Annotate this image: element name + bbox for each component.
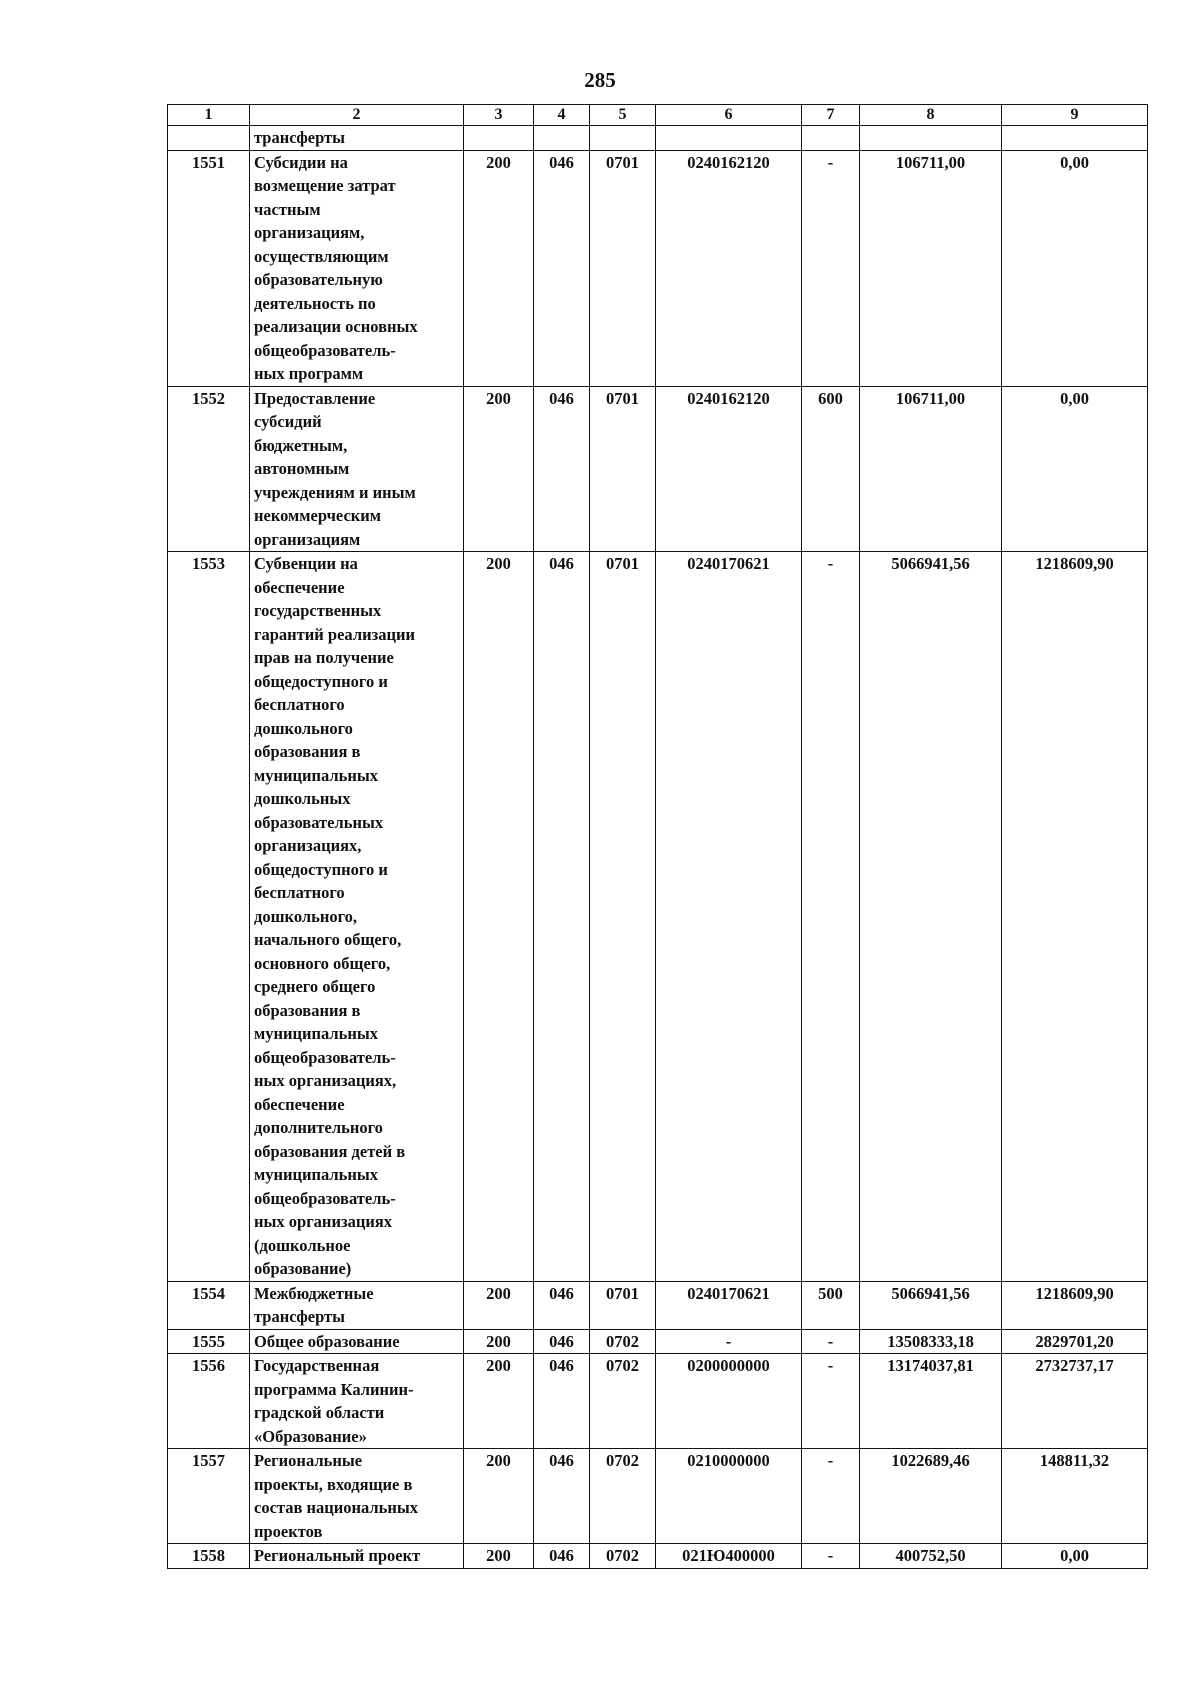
table-row bbox=[168, 386, 1148, 552]
row-col-8: 400752,50 bbox=[860, 1544, 1002, 1569]
row-col-6 bbox=[656, 126, 802, 151]
row-name-text: Региональный проект bbox=[254, 1546, 421, 1565]
table-row bbox=[168, 552, 1148, 1282]
header-cell-1: 1 bbox=[168, 105, 250, 126]
row-name-text: трансферты bbox=[254, 128, 346, 147]
table-row bbox=[168, 1281, 1148, 1329]
table-row bbox=[168, 126, 1148, 151]
row-name bbox=[250, 126, 464, 151]
row-col-6: 021Ю400000 bbox=[656, 1544, 802, 1569]
row-name bbox=[250, 1281, 464, 1329]
table-row bbox=[168, 1354, 1148, 1449]
row-col-3: 200 bbox=[464, 552, 534, 1282]
row-col-6: 0200000000 bbox=[656, 1354, 802, 1449]
row-col-5: 0702 bbox=[590, 1449, 656, 1544]
header-cell-6: 6 bbox=[656, 105, 802, 126]
row-col-8: 106711,00 bbox=[860, 150, 1002, 386]
row-col-6: 0240162120 bbox=[656, 150, 802, 386]
row-col-8 bbox=[860, 126, 1002, 151]
row-col-8: 13174037,81 bbox=[860, 1354, 1002, 1449]
header-cell-4: 4 bbox=[534, 105, 590, 126]
row-name-text: Общее образование bbox=[254, 1331, 400, 1351]
row-col-3: 200 bbox=[464, 150, 534, 386]
row-col-5: 0702 bbox=[590, 1544, 656, 1569]
row-name bbox=[250, 1544, 464, 1569]
row-col-6: 0240170621 bbox=[656, 552, 802, 1282]
row-col-4: 046 bbox=[534, 1354, 590, 1449]
row-col-5 bbox=[590, 126, 656, 151]
row-col-7: 500 bbox=[802, 1281, 860, 1329]
row-name-text: Субсидии на возмещение затрат частным организациям, осуществляющим образовательную деятельность по реализации основных общеобразователь- ных программ bbox=[254, 152, 418, 383]
row-col-7: - bbox=[802, 1544, 860, 1569]
row-col-6: 0240170621 bbox=[656, 1281, 802, 1329]
row-col-4: 046 bbox=[534, 1281, 590, 1329]
row-col-3: 200 bbox=[464, 1281, 534, 1329]
row-col-9: 1218609,90 bbox=[1002, 552, 1148, 1282]
row-col-9: 1218609,90 bbox=[1002, 1281, 1148, 1329]
row-col-4: 046 bbox=[534, 386, 590, 552]
row-col-8: 1022689,46 bbox=[860, 1449, 1002, 1544]
row-col-5: 0701 bbox=[590, 552, 656, 1282]
table-row bbox=[168, 1449, 1148, 1544]
row-col-4: 046 bbox=[534, 1329, 590, 1354]
row-col-9: 0,00 bbox=[1002, 386, 1148, 552]
row-col-9 bbox=[1002, 126, 1148, 151]
row-number: 1554 bbox=[168, 1281, 250, 1329]
row-number: 1551 bbox=[168, 150, 250, 386]
row-col-8: 106711,00 bbox=[860, 386, 1002, 552]
row-number: 1558 bbox=[168, 1544, 250, 1569]
row-col-3: 200 bbox=[464, 1354, 534, 1449]
row-number: 1557 bbox=[168, 1449, 250, 1544]
row-col-6: 0210000000 bbox=[656, 1449, 802, 1544]
row-name-text: Межбюджетные трансферты bbox=[254, 1283, 374, 1326]
row-col-7 bbox=[802, 126, 860, 151]
row-name bbox=[250, 552, 464, 1282]
row-col-5: 0702 bbox=[590, 1329, 656, 1354]
header-cell-2: 2 bbox=[250, 105, 464, 126]
row-col-5: 0701 bbox=[590, 150, 656, 386]
row-col-9: 0,00 bbox=[1002, 1544, 1148, 1569]
row-number: 1553 bbox=[168, 552, 250, 1282]
header-cell-5: 5 bbox=[590, 105, 656, 126]
row-number: 1555 bbox=[168, 1329, 250, 1354]
row-name-text: Региональные проекты, входящие в состав национальных проектов bbox=[254, 1451, 419, 1541]
row-col-3: 200 bbox=[464, 386, 534, 552]
row-col-4: 046 bbox=[534, 552, 590, 1282]
row-col-8: 5066941,56 bbox=[860, 1281, 1002, 1329]
row-col-8: 5066941,56 bbox=[860, 552, 1002, 1282]
row-number bbox=[168, 126, 250, 151]
row-col-9: 148811,32 bbox=[1002, 1449, 1148, 1544]
row-name bbox=[250, 1329, 464, 1354]
row-col-7: - bbox=[802, 150, 860, 386]
header-cell-9: 9 bbox=[1002, 105, 1148, 126]
row-col-8: 13508333,18 bbox=[860, 1329, 1002, 1354]
row-number: 1556 bbox=[168, 1354, 250, 1449]
row-col-7: - bbox=[802, 552, 860, 1282]
row-col-7: 600 bbox=[802, 386, 860, 552]
row-col-6: - bbox=[656, 1329, 802, 1354]
row-col-4: 046 bbox=[534, 1544, 590, 1569]
row-name bbox=[250, 1449, 464, 1544]
row-number: 1552 bbox=[168, 386, 250, 552]
row-col-6: 0240162120 bbox=[656, 386, 802, 552]
table-row bbox=[168, 150, 1148, 386]
row-col-3: 200 bbox=[464, 1544, 534, 1569]
row-name-text: Предоставление субсидий бюджетным, автономным учреждениям и иным некоммерческим организациям bbox=[254, 388, 416, 549]
row-col-9: 2829701,20 bbox=[1002, 1329, 1148, 1354]
row-col-4 bbox=[534, 126, 590, 151]
table-row bbox=[168, 1544, 1148, 1569]
header-cell-8: 8 bbox=[860, 105, 1002, 126]
page-number: 285 bbox=[584, 68, 616, 92]
row-col-4: 046 bbox=[534, 150, 590, 386]
row-col-5: 0701 bbox=[590, 386, 656, 552]
row-col-3: 200 bbox=[464, 1449, 534, 1544]
header-cell-7: 7 bbox=[802, 105, 860, 126]
row-col-7: - bbox=[802, 1354, 860, 1449]
header-cell-3: 3 bbox=[464, 105, 534, 126]
row-name bbox=[250, 386, 464, 552]
row-col-9: 0,00 bbox=[1002, 150, 1148, 386]
row-col-7: - bbox=[802, 1329, 860, 1354]
budget-table bbox=[167, 104, 1148, 1569]
row-col-9: 2732737,17 bbox=[1002, 1354, 1148, 1449]
row-col-5: 0702 bbox=[590, 1354, 656, 1449]
row-col-7: - bbox=[802, 1449, 860, 1544]
row-col-5: 0701 bbox=[590, 1281, 656, 1329]
table-row bbox=[168, 1329, 1148, 1354]
row-col-3: 200 bbox=[464, 1329, 534, 1354]
row-name-text: Субвенции на обеспечение государственных гарантий реализации прав на получение общедоступного и бесплатного дошкольного образования в муниципальных дошкольных образовательных организациях, общедоступного и бесплатного дошкольного, начального общего, основного общего, среднего общего образования в муниципальных общеобразователь- ных организациях, обеспечение дополнительного образования детей в муниципальных общеобразователь- ных организациях (дошкольное образование) bbox=[254, 554, 415, 1278]
row-name bbox=[250, 150, 464, 386]
row-col-3 bbox=[464, 126, 534, 151]
row-name bbox=[250, 1354, 464, 1449]
row-name-text: Государственная программа Калинин- градской области «Образование» bbox=[254, 1356, 414, 1446]
header-row bbox=[168, 105, 1148, 126]
row-col-4: 046 bbox=[534, 1449, 590, 1544]
